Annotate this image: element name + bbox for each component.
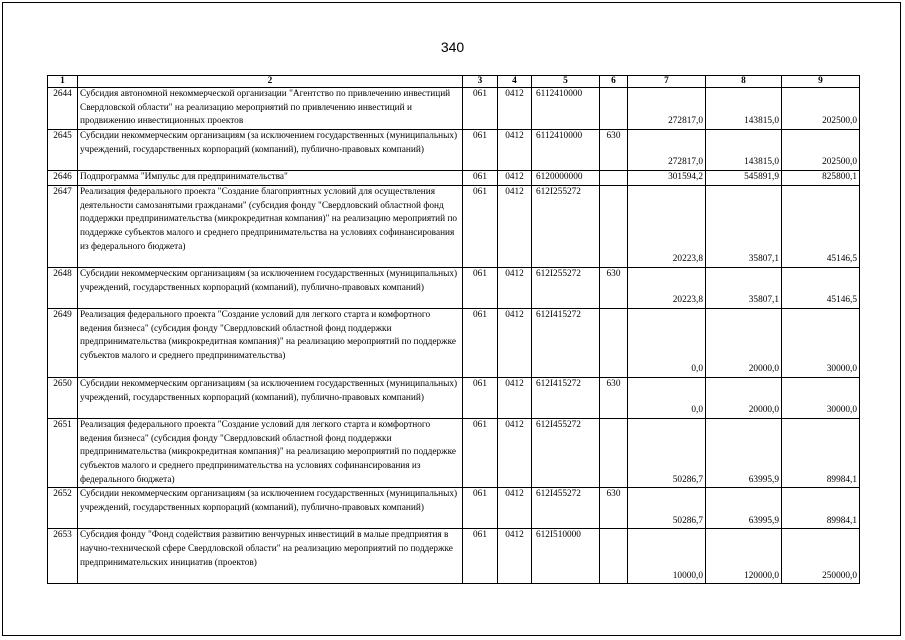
ministry-code: 061 — [463, 171, 498, 186]
section-code: 0412 — [498, 171, 532, 186]
ministry-code: 061 — [463, 130, 498, 171]
expense-type-code — [600, 418, 628, 488]
ministry-code: 061 — [463, 308, 498, 377]
row-number: 2650 — [48, 377, 78, 418]
header-row — [48, 76, 860, 88]
amount-year-1: 20223,8 — [628, 267, 706, 308]
amount-year-1: 20223,8 — [628, 185, 706, 267]
section-code: 0412 — [498, 377, 532, 418]
section-code: 0412 — [498, 529, 532, 584]
table-row — [48, 185, 860, 267]
section-code: 0412 — [498, 418, 532, 488]
section-code: 0412 — [498, 308, 532, 377]
item-name: Субсидии некоммерческим организациям (за исключением государственных (муниципальных) учреждений, государственных корпораций (компаний), публично-правовых компаний) — [78, 377, 463, 418]
item-name: Реализация федерального проекта "Создание благоприятных условий для осуществления деятельности самозанятыми гражданами" (субсидия фонду "Свердловский областной фонд поддержки предпринимательства (микрокредитная компания)" на реализацию мероприятий по поддержке субъектов малого и среднего предпринимательства на условиях софинансирования из федерального бюджета) — [78, 185, 463, 267]
column-header: 7 — [628, 76, 706, 88]
row-number: 2645 — [48, 130, 78, 171]
amount-year-1: 50286,7 — [628, 488, 706, 529]
amount-year-2: 35807,1 — [706, 185, 782, 267]
target-article-code: 612I415272 — [532, 377, 600, 418]
expense-type-code — [600, 171, 628, 186]
expense-type-code — [600, 529, 628, 584]
row-number: 2647 — [48, 185, 78, 267]
amount-year-2: 20000,0 — [706, 308, 782, 377]
item-name: Подпрограмма "Импульс для предпринимательства" — [78, 171, 463, 186]
amount-year-3: 250000,0 — [782, 529, 860, 584]
target-article-code: 612I415272 — [532, 308, 600, 377]
column-header: 5 — [532, 76, 600, 88]
table-row — [48, 418, 860, 488]
amount-year-1: 0,0 — [628, 308, 706, 377]
column-header: 1 — [48, 76, 78, 88]
ministry-code: 061 — [463, 377, 498, 418]
ministry-code: 061 — [463, 267, 498, 308]
amount-year-1: 301594,2 — [628, 171, 706, 186]
amount-year-3: 202500,0 — [782, 130, 860, 171]
column-header: 4 — [498, 76, 532, 88]
amount-year-2: 545891,9 — [706, 171, 782, 186]
column-header: 3 — [463, 76, 498, 88]
item-name: Реализация федерального проекта "Создание условий для легкого старта и комфортного ведения бизнеса" (субсидия фонду "Свердловский областной фонд поддержки предпринимательства (микрокредитная компания)" на реализацию мероприятий по поддержке субъектов малого и среднего предпринимательства на условиях софинансирования из федерального бюджета) — [78, 418, 463, 488]
target-article-code: 6112410000 — [532, 88, 600, 130]
expense-type-code: 630 — [600, 130, 628, 171]
target-article-code: 6120000000 — [532, 171, 600, 186]
ministry-code: 061 — [463, 529, 498, 584]
section-code: 0412 — [498, 130, 532, 171]
table-row — [48, 377, 860, 418]
amount-year-1: 50286,7 — [628, 418, 706, 488]
amount-year-2: 63995,9 — [706, 488, 782, 529]
amount-year-2: 120000,0 — [706, 529, 782, 584]
section-code: 0412 — [498, 267, 532, 308]
ministry-code: 061 — [463, 88, 498, 130]
amount-year-2: 35807,1 — [706, 267, 782, 308]
target-article-code: 612I255272 — [532, 267, 600, 308]
table-row — [48, 267, 860, 308]
column-header: 6 — [600, 76, 628, 88]
amount-year-1: 0,0 — [628, 377, 706, 418]
amount-year-3: 202500,0 — [782, 88, 860, 130]
budget-table — [47, 75, 860, 584]
target-article-code: 612I455272 — [532, 418, 600, 488]
expense-type-code: 630 — [600, 267, 628, 308]
row-number: 2649 — [48, 308, 78, 377]
item-name: Субсидия фонду "Фонд содействия развитию венчурных инвестиций в малые предприятия в научно-технической сфере Свердловской области" на реализацию мероприятий по поддержке предпринимательских инициатив (проектов) — [78, 529, 463, 584]
item-name: Субсидии некоммерческим организациям (за исключением государственных (муниципальных) учреждений, государственных корпораций (компаний), публично-правовых компаний) — [78, 267, 463, 308]
target-article-code: 6112410000 — [532, 130, 600, 171]
row-number: 2646 — [48, 171, 78, 186]
column-header: 2 — [78, 76, 463, 88]
ministry-code: 061 — [463, 488, 498, 529]
section-code: 0412 — [498, 488, 532, 529]
item-name: Субсидии некоммерческим организациям (за исключением государственных (муниципальных) учреждений, государственных корпораций (компаний), публично-правовых компаний) — [78, 130, 463, 171]
table-row — [48, 308, 860, 377]
amount-year-3: 30000,0 — [782, 308, 860, 377]
target-article-code: 612I510000 — [532, 529, 600, 584]
row-number: 2651 — [48, 418, 78, 488]
amount-year-1: 272817,0 — [628, 88, 706, 130]
amount-year-3: 45146,5 — [782, 267, 860, 308]
row-number: 2644 — [48, 88, 78, 130]
row-number: 2648 — [48, 267, 78, 308]
column-header: 9 — [782, 76, 860, 88]
amount-year-2: 143815,0 — [706, 130, 782, 171]
section-code: 0412 — [498, 88, 532, 130]
amount-year-2: 143815,0 — [706, 88, 782, 130]
table-row — [48, 171, 860, 186]
amount-year-3: 89984,1 — [782, 488, 860, 529]
item-name: Субсидии некоммерческим организациям (за исключением государственных (муниципальных) учреждений, государственных корпораций (компаний), публично-правовых компаний) — [78, 488, 463, 529]
expense-type-code — [600, 308, 628, 377]
amount-year-2: 63995,9 — [706, 418, 782, 488]
amount-year-3: 825800,1 — [782, 171, 860, 186]
item-name: Реализация федерального проекта "Создание условий для легкого старта и комфортного ведения бизнеса" (субсидия фонду "Свердловский областной фонд поддержки предпринимательства (микрокредитная компания)" на реализацию мероприятий по поддержке субъектов малого и среднего предпринимательства) — [78, 308, 463, 377]
table-row — [48, 88, 860, 130]
expense-type-code — [600, 185, 628, 267]
section-code: 0412 — [498, 185, 532, 267]
amount-year-1: 10000,0 — [628, 529, 706, 584]
ministry-code: 061 — [463, 185, 498, 267]
table-row — [48, 529, 860, 584]
row-number: 2652 — [48, 488, 78, 529]
item-name: Субсидия автономной некоммерческой организации "Агентство по привлечению инвестиций Свердловской области" на реализацию мероприятий по привлечению инвестиций и продвижению инвестиционных проектов — [78, 88, 463, 130]
expense-type-code: 630 — [600, 377, 628, 418]
row-number: 2653 — [48, 529, 78, 584]
amount-year-3: 30000,0 — [782, 377, 860, 418]
ministry-code: 061 — [463, 418, 498, 488]
page-number: 340 — [440, 39, 465, 55]
expense-type-code — [600, 88, 628, 130]
amount-year-3: 45146,5 — [782, 185, 860, 267]
target-article-code: 612I455272 — [532, 488, 600, 529]
target-article-code: 612I255272 — [532, 185, 600, 267]
table-row — [48, 488, 860, 529]
table-row — [48, 130, 860, 171]
amount-year-1: 272817,0 — [628, 130, 706, 171]
amount-year-3: 89984,1 — [782, 418, 860, 488]
expense-type-code: 630 — [600, 488, 628, 529]
column-header: 8 — [706, 76, 782, 88]
amount-year-2: 20000,0 — [706, 377, 782, 418]
